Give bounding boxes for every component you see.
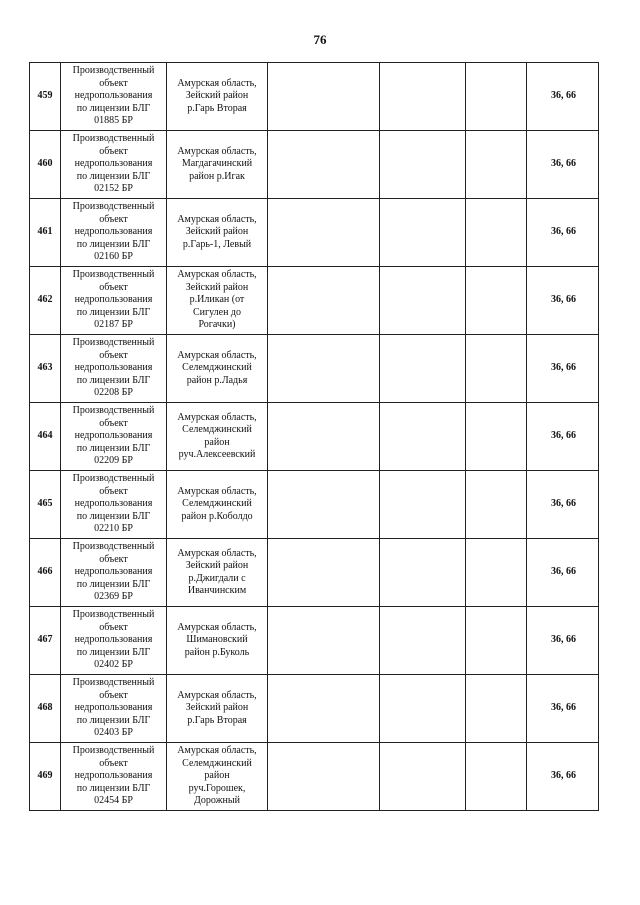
registry-table	[29, 62, 599, 811]
row-value	[527, 675, 599, 743]
empty-cell	[268, 267, 380, 335]
row-number	[30, 607, 61, 675]
object-name	[61, 335, 167, 403]
object-name	[61, 539, 167, 607]
row-value-text: 36, 66	[551, 362, 576, 374]
object-location-text: Амурская область, Шимановский район р.Буколь	[177, 621, 257, 658]
row-number-text: 463	[37, 362, 53, 374]
row-number-text: 462	[37, 294, 53, 306]
empty-cell	[466, 471, 527, 539]
table-row	[30, 743, 599, 811]
row-number-text: 459	[37, 90, 53, 102]
empty-cell	[380, 335, 466, 403]
object-location-text: Амурская область, Селемджинский район руч.Алексеевский	[177, 411, 257, 460]
row-value	[527, 539, 599, 607]
table-row	[30, 675, 599, 743]
object-name	[61, 743, 167, 811]
empty-cell	[380, 607, 466, 675]
empty-cell	[380, 675, 466, 743]
row-number	[30, 743, 61, 811]
object-name	[61, 63, 167, 131]
object-location	[167, 63, 268, 131]
empty-cell	[380, 267, 466, 335]
empty-cell	[466, 199, 527, 267]
object-name-text: Производственный объект недропользования по лицензии БЛГ 02403 БР	[72, 677, 155, 739]
row-value-text: 36, 66	[551, 498, 576, 510]
row-value-text: 36, 66	[551, 430, 576, 442]
empty-cell	[268, 131, 380, 199]
empty-cell	[466, 403, 527, 471]
object-location	[167, 607, 268, 675]
row-number	[30, 471, 61, 539]
object-name	[61, 199, 167, 267]
row-value-text: 36, 66	[551, 770, 576, 782]
object-location	[167, 403, 268, 471]
row-value	[527, 743, 599, 811]
row-value	[527, 267, 599, 335]
row-value	[527, 403, 599, 471]
object-name-text: Производственный объект недропользования по лицензии БЛГ 02187 БР	[72, 269, 155, 331]
object-name-text: Производственный объект недропользования по лицензии БЛГ 02210 БР	[72, 473, 155, 535]
row-number-text: 468	[37, 702, 53, 714]
object-name-text: Производственный объект недропользования по лицензии БЛГ 02454 БР	[72, 745, 155, 807]
row-value-text: 36, 66	[551, 702, 576, 714]
object-location-text: Амурская область, Селемджинский район руч.Горошек, Дорожный	[177, 745, 257, 807]
row-number	[30, 675, 61, 743]
object-location	[167, 335, 268, 403]
object-name-text: Производственный объект недропользования по лицензии БЛГ 01885 БР	[72, 65, 155, 127]
object-name	[61, 267, 167, 335]
row-number	[30, 267, 61, 335]
empty-cell	[268, 63, 380, 131]
empty-cell	[380, 539, 466, 607]
row-number-text: 460	[37, 158, 53, 170]
table-row	[30, 267, 599, 335]
object-location	[167, 743, 268, 811]
row-value-text: 36, 66	[551, 158, 576, 170]
object-location-text: Амурская область, Зейский район р.Гарь Вторая	[177, 689, 257, 726]
object-location-text: Амурская область, Зейский район р.Джигдали с Иванчинским	[177, 547, 257, 596]
object-location	[167, 131, 268, 199]
empty-cell	[380, 743, 466, 811]
row-number-text: 464	[37, 430, 53, 442]
object-name-text: Производственный объект недропользования по лицензии БЛГ 02402 БР	[72, 609, 155, 671]
row-value	[527, 199, 599, 267]
row-value	[527, 131, 599, 199]
table-row	[30, 539, 599, 607]
row-number	[30, 199, 61, 267]
object-name-text: Производственный объект недропользования по лицензии БЛГ 02152 БР	[72, 133, 155, 195]
table-row	[30, 471, 599, 539]
empty-cell	[268, 743, 380, 811]
empty-cell	[380, 403, 466, 471]
row-number	[30, 403, 61, 471]
empty-cell	[466, 131, 527, 199]
object-name	[61, 471, 167, 539]
empty-cell	[268, 607, 380, 675]
row-number-text: 465	[37, 498, 53, 510]
object-location	[167, 539, 268, 607]
empty-cell	[466, 743, 527, 811]
object-location-text: Амурская область, Зейский район р.Гарь-1, Левый	[177, 213, 257, 250]
object-name-text: Производственный объект недропользования по лицензии БЛГ 02209 БР	[72, 405, 155, 467]
empty-cell	[466, 63, 527, 131]
row-number-text: 466	[37, 566, 53, 578]
object-location	[167, 471, 268, 539]
empty-cell	[466, 607, 527, 675]
object-location-text: Амурская область, Селемджинский район р.Ладья	[177, 349, 257, 386]
row-number	[30, 335, 61, 403]
table-row	[30, 335, 599, 403]
object-name	[61, 675, 167, 743]
empty-cell	[268, 675, 380, 743]
row-number	[30, 63, 61, 131]
object-location	[167, 199, 268, 267]
row-number-text: 461	[37, 226, 53, 238]
empty-cell	[380, 63, 466, 131]
empty-cell	[268, 335, 380, 403]
empty-cell	[268, 539, 380, 607]
row-value-text: 36, 66	[551, 294, 576, 306]
object-name-text: Производственный объект недропользования по лицензии БЛГ 02160 БР	[72, 201, 155, 263]
row-value	[527, 471, 599, 539]
row-value	[527, 335, 599, 403]
table-row	[30, 63, 599, 131]
registry-table-body	[30, 63, 599, 811]
table-row	[30, 199, 599, 267]
page-number: 76	[313, 32, 327, 47]
table-row	[30, 131, 599, 199]
object-name-text: Производственный объект недропользования по лицензии БЛГ 02369 БР	[72, 541, 155, 603]
object-name	[61, 403, 167, 471]
row-number-text: 467	[37, 634, 53, 646]
empty-cell	[380, 471, 466, 539]
row-value	[527, 63, 599, 131]
object-location-text: Амурская область, Магдагачинский район р.Игак	[177, 145, 257, 182]
object-name	[61, 131, 167, 199]
row-number	[30, 131, 61, 199]
row-value-text: 36, 66	[551, 566, 576, 578]
row-value	[527, 607, 599, 675]
row-number-text: 469	[37, 770, 53, 782]
object-name-text: Производственный объект недропользования по лицензии БЛГ 02208 БР	[72, 337, 155, 399]
row-value-text: 36, 66	[551, 226, 576, 238]
empty-cell	[268, 199, 380, 267]
empty-cell	[268, 471, 380, 539]
empty-cell	[466, 539, 527, 607]
object-location-text: Амурская область, Зейский район р.Гарь Вторая	[177, 77, 257, 114]
empty-cell	[380, 131, 466, 199]
empty-cell	[466, 675, 527, 743]
object-name	[61, 607, 167, 675]
empty-cell	[466, 267, 527, 335]
object-location	[167, 675, 268, 743]
object-location	[167, 267, 268, 335]
row-value-text: 36, 66	[551, 90, 576, 102]
row-number	[30, 539, 61, 607]
empty-cell	[466, 335, 527, 403]
empty-cell	[268, 403, 380, 471]
table-row	[30, 403, 599, 471]
object-location-text: Амурская область, Зейский район р.Иликан (от Сигулен до Рогачки)	[177, 269, 257, 331]
row-value-text: 36, 66	[551, 634, 576, 646]
empty-cell	[380, 199, 466, 267]
table-row	[30, 607, 599, 675]
object-location-text: Амурская область, Селемджинский район р.Коболдо	[177, 485, 257, 522]
